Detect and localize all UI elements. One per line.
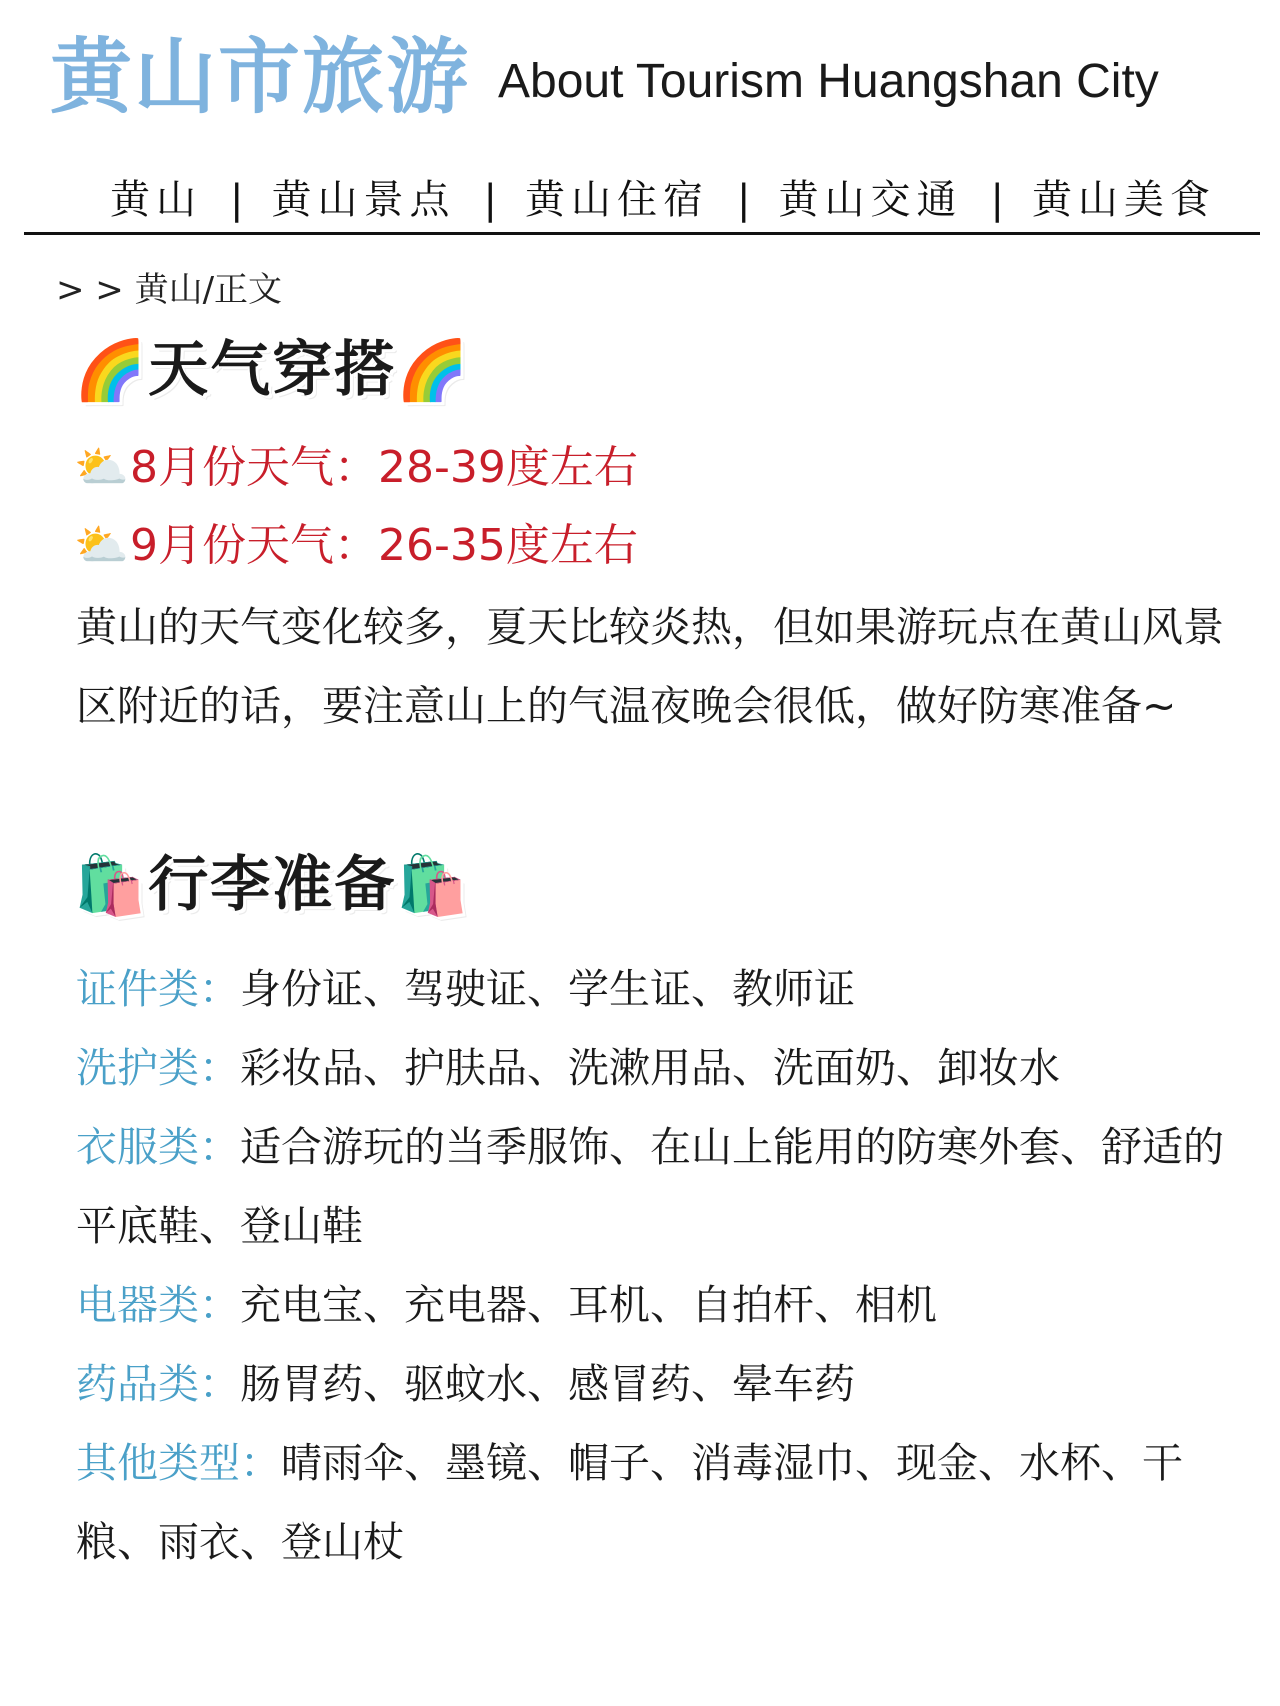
shopping-bags-icon: 🛍️ [74, 851, 149, 919]
list-item [76, 1266, 1236, 1345]
site-brand-title[interactable]: 黄山市旅游 [50, 30, 471, 125]
nav-item-huangshan[interactable]: 黄山 [110, 177, 202, 223]
weather-section-title [74, 330, 470, 410]
breadcrumb[interactable]: > > 黄山/正文 [56, 270, 283, 310]
nav-separator: | [990, 177, 1004, 223]
sun-behind-cloud-icon: ⛅ [74, 442, 129, 493]
site-subtitle: About Tourism Huangshan City [498, 55, 1159, 108]
luggage-section-title [74, 845, 470, 925]
rainbow-icon: 🌈 [396, 336, 471, 404]
weather-line-text: 9月份天气：26-35度左右 [130, 520, 638, 571]
main-nav [110, 170, 1220, 230]
category-content: 充电宝、充电器、耳机、自拍杆、相机 [240, 1281, 937, 1329]
nav-separator: | [736, 177, 751, 223]
list-item [76, 1029, 1236, 1108]
weather-line-august [74, 438, 638, 498]
weather-paragraph: 黄山的天气变化较多，夏天比较炎热，但如果游玩点在黄山风景区附近的话，要注意山上的气温夜晚会很低，做好防寒准备~ [76, 603, 1224, 730]
category-label: 药品类： [76, 1360, 240, 1408]
weather-line-text: 8月份天气：28-39度左右 [130, 442, 638, 493]
category-content: 身份证、驾驶证、学生证、教师证 [240, 965, 855, 1013]
nav-item-food[interactable]: 黄山美食 [1031, 177, 1216, 223]
luggage-title-text: 行李准备 [148, 850, 397, 920]
category-label: 电器类： [76, 1281, 240, 1329]
luggage-list [76, 950, 1236, 1582]
category-content: 肠胃药、驱蚊水、感冒药、晕车药 [240, 1360, 855, 1408]
nav-divider [24, 232, 1260, 235]
category-label: 衣服类： [76, 1123, 240, 1171]
weather-line-september [74, 516, 638, 576]
shopping-bags-icon: 🛍️ [396, 851, 471, 919]
category-content: 晴雨伞、墨镜、帽子、消毒湿巾、现金、水杯、干粮、雨衣、登山杖 [76, 1439, 1183, 1566]
sun-behind-cloud-icon: ⛅ [74, 520, 129, 571]
nav-separator: | [230, 177, 244, 223]
category-label: 洗护类： [76, 1044, 240, 1092]
list-item [76, 1345, 1236, 1424]
category-label: 证件类： [76, 965, 240, 1013]
nav-separator: | [483, 177, 497, 223]
rainbow-icon: 🌈 [74, 336, 149, 404]
category-content: 彩妆品、护肤品、洗漱用品、洗面奶、卸妆水 [240, 1044, 1060, 1092]
list-item [76, 1424, 1236, 1582]
list-item [76, 950, 1236, 1029]
category-content: 适合游玩的当季服饰、在山上能用的防寒外套、舒适的平底鞋、登山鞋 [76, 1123, 1224, 1250]
header [50, 28, 1250, 128]
category-label: 其他类型： [76, 1439, 281, 1487]
nav-item-transport[interactable]: 黄山交通 [778, 177, 963, 223]
nav-item-accommodation[interactable]: 黄山住宿 [524, 177, 709, 223]
weather-title-text: 天气穿搭 [148, 335, 397, 405]
list-item [76, 1108, 1236, 1266]
nav-item-attractions[interactable]: 黄山景点 [271, 177, 456, 223]
